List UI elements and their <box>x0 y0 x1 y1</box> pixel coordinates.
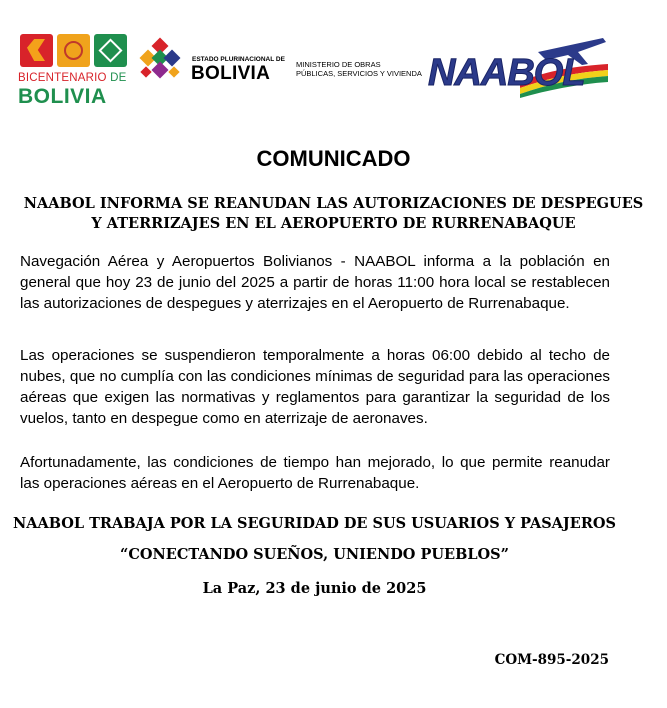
bicentenario-line1 <box>18 72 126 84</box>
estado-bolivia-text: BOLIVIA <box>191 63 271 84</box>
bicentenario-tiles <box>20 34 128 68</box>
tile-red-icon <box>20 34 53 67</box>
ministerio-line2: PÚBLICAS, SERVICIOS Y VIVIENDA <box>296 69 422 78</box>
header-logos <box>0 0 667 120</box>
tile-green-icon <box>94 34 127 67</box>
place-date: La Paz, 23 de junio de 2025 <box>202 580 427 597</box>
naabol-logo <box>428 30 610 98</box>
paragraph-3: Afortunadamente, las condiciones de tiempo han mejorado, lo que permite reanudar las operaciones aéreas en el Aeropuerto de Rurrenabaque. <box>20 454 610 492</box>
bicentenario-de: DE <box>110 72 127 84</box>
closing-statement: NAABOL TRABAJA POR LA SEGURIDAD DE SUS USUARIOS Y PASAJEROS <box>12 515 616 532</box>
bicentenario-bolivia: BOLIVIA <box>18 85 107 108</box>
slogan: “CONECTANDO SUEÑOS, UNIENDO PUEBLOS” <box>120 546 509 563</box>
chakana-emblem-icon <box>136 38 188 86</box>
estado-small-text: ESTADO PLURINACIONAL DE <box>192 56 285 63</box>
ministerio-line1: MINISTERIO DE OBRAS <box>296 60 381 69</box>
estado-plurinacional-logo <box>136 38 286 88</box>
document-title: COMUNICADO <box>256 146 411 171</box>
naabol-wordmark: NAABOL <box>428 52 585 94</box>
paragraph-2: Las operaciones se suspendieron temporalmente a horas 06:00 debido al techo de nubes, que no cumplía con las condiciones mínimas de seguridad para las operaciones aéreas que exigen las normativas y reglamentos para garantizar la seguridad de los vuelos, tanto en despegue como en aterrizaje de aeronaves. <box>20 347 610 427</box>
bicentenario-logo <box>18 34 130 110</box>
ministerio-text <box>296 60 422 78</box>
document-subtitle: NAABOL INFORMA SE REANUDAN LAS AUTORIZACIONES DE DESPEGUES Y ATERRIZAJES EN EL AEROPUERTO DE RURRENABAQUE <box>23 195 644 232</box>
tile-yellow-icon <box>57 34 90 67</box>
bicentenario-word: BICENTENARIO <box>18 72 107 84</box>
paragraph-1: Navegación Aérea y Aeropuertos Bolivianos - NAABOL informa a la población en general que hoy 23 de junio del 2025 a partir de horas 11:00 hora local se restablecen las autorizaciones de despegues y aterrizajes en el Aeropuerto de Rurrenabaque. <box>20 253 610 312</box>
reference-code: COM-895-2025 <box>494 652 609 668</box>
